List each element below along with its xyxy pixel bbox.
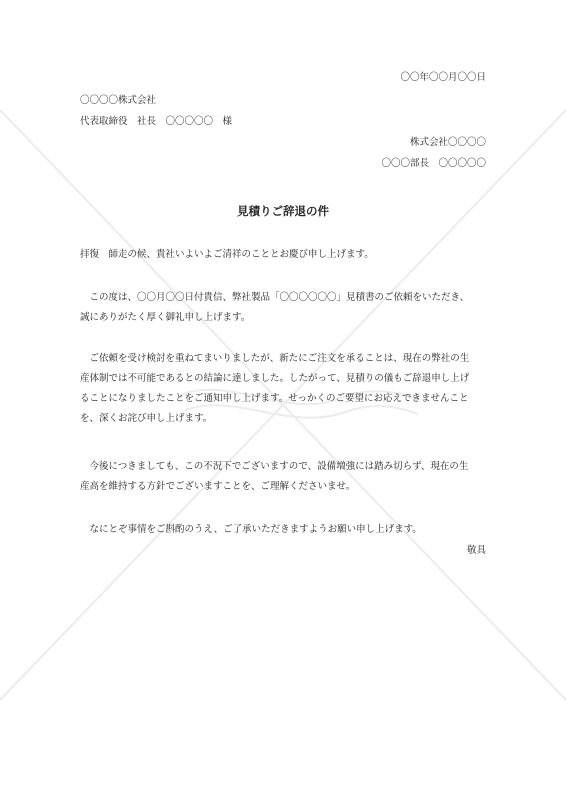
paragraph-4 [80,520,490,540]
paragraph-line: 産体制では不可能であるとの結論に達しました。したがって、見積りの儀もご辞退申し上げ [80,373,470,384]
paragraph-line: 産高を維持する方針でございますことを、ご理解くださいませ。 [80,481,356,492]
paragraph-line: ご依頼を受け検討を重ねてまいりましたが、新たにご注文を承ることは、現在の弊社の生 [80,353,470,364]
paragraph-line: 誠にありがたく厚く御礼申し上げます。 [80,312,251,323]
paragraph-line: なにとぞ事情をご斟酌のうえ、ご了承いただきますようお願い申し上げます。 [80,524,422,535]
paragraph-line: この度は、〇〇月〇〇日付貴信、弊社製品「〇〇〇〇〇〇」見積書のご依頼をいただき、 [80,292,470,303]
opening-text: 拝復 師走の候、貴社いよいよご清祥のこととお慶び申し上げます。 [80,249,374,260]
letter-title: 見積りご辞退の件 [237,204,329,218]
recipient-person: 代表取締役 社長 〇〇〇〇〇 様 [80,116,233,127]
letter-date: 〇〇年〇〇月〇〇日 [400,72,486,83]
paragraph-line: を、深くお詫び申し上げます。 [80,413,213,424]
sender-person: 〇〇〇部長 〇〇〇〇〇 [381,158,486,169]
sender-company: 株式会社〇〇〇〇 [409,137,486,148]
paragraph-line: 今後につきましても、この不況下でございますので、設備増強には踏み切らず、現在の生 [80,461,469,472]
paragraph-line: ることになりましたことをご通知申し上げます。せっかくのご要望にお応えできませんこと [80,393,469,404]
closing-word: 敬具 [466,545,486,556]
paragraph-1 [80,288,490,328]
opening-line [80,245,490,265]
paragraph-3 [80,457,490,497]
recipient-company: 〇〇〇〇株式会社 [80,95,157,106]
paragraph-2 [80,349,490,429]
